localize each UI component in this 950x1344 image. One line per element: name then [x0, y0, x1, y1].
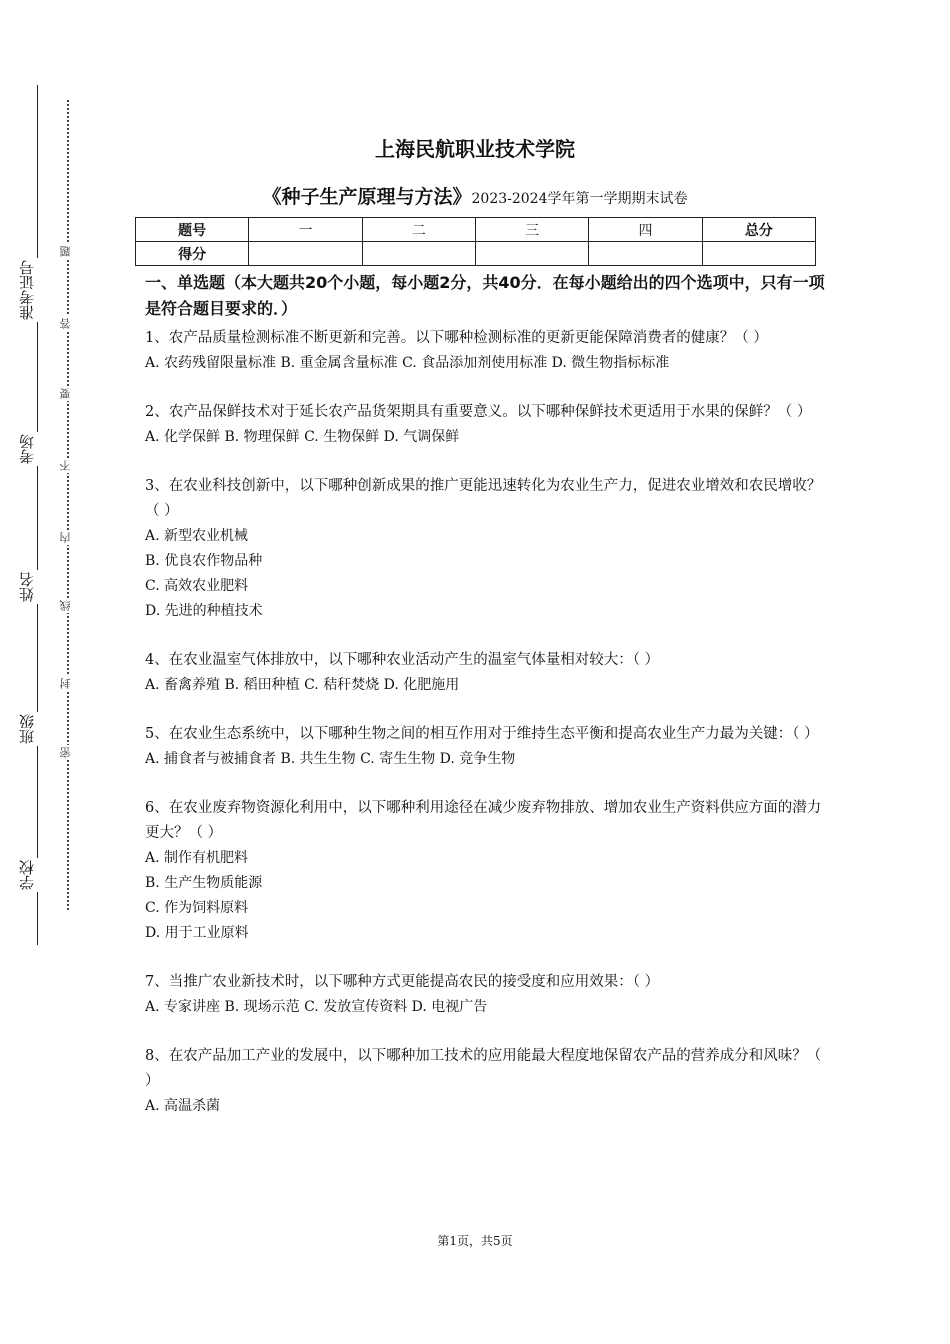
- field-class-label: 班级: [18, 712, 48, 746]
- exam-content: [145, 270, 825, 1143]
- score-header-cell: 四: [589, 218, 702, 242]
- question-stem: 4、在农业温室气体排放中，以下哪种农业活动产生的温室气体量相对较大：（ ）: [145, 652, 660, 668]
- field-name-label: 姓名: [18, 570, 48, 604]
- score-cell: [362, 242, 475, 266]
- field-exam-room-label: 考场: [18, 432, 48, 466]
- question-stem: 2、农产品保鲜技术对于延长农产品货架期具有重要意义。以下哪种保鲜技术更适用于水果的保鲜？（ ）: [145, 404, 812, 420]
- question-6: [145, 796, 825, 946]
- score-cell: [249, 242, 362, 266]
- question-option: A. 制作有机肥料: [145, 850, 249, 866]
- score-cell: [589, 242, 702, 266]
- question-option: A. 新型农业机械: [145, 528, 249, 544]
- question-stem: 3、在农业科技创新中，以下哪种创新成果的推广更能迅速转化为农业生产力，促进农业增效和农民增收？（ ）: [145, 478, 822, 519]
- seal-word: 封: [58, 676, 76, 691]
- exam-title: [0, 182, 950, 209]
- question-option: B. 生产生物质能源: [145, 875, 263, 891]
- seal-word: 内: [58, 530, 76, 545]
- seal-word: 密: [58, 745, 76, 760]
- seal-word: 题: [58, 244, 76, 259]
- question-stem: 1、农产品质量检测标准不断更新和完善。以下哪种检测标准的更新更能保障消费者的健康？（ ）: [145, 330, 768, 346]
- score-table-header-row: [136, 218, 816, 242]
- section-heading: 一、单选题（本大题共20个小题，每小题2分，共40分．在每小题给出的四个选项中，只有一项是符合题目要求的．）: [145, 273, 825, 318]
- score-header-cell: 题号: [136, 218, 249, 242]
- binding-line: [37, 85, 38, 945]
- field-school-label: 学校: [18, 858, 48, 892]
- question-stem: 5、在农业生态系统中，以下哪种生物之间的相互作用对于维持生态平衡和提高农业生产力最为关键：（ ）: [145, 726, 819, 742]
- score-header-cell: 一: [249, 218, 362, 242]
- score-table-score-row: [136, 242, 816, 266]
- question-option: C. 高效农业肥料: [145, 578, 249, 594]
- question-option: D. 用于工业原料: [145, 925, 249, 941]
- question-option: C. 作为饲料原料: [145, 900, 249, 916]
- question-option: D. 先进的种植技术: [145, 603, 263, 619]
- question-stem: 7、当推广农业新技术时，以下哪种方式更能提高农民的接受度和应用效果：（ ）: [145, 974, 660, 990]
- seal-dotted-line: [67, 100, 69, 910]
- score-header-cell: 二: [362, 218, 475, 242]
- question-stem: 8、在农产品加工产业的发展中，以下哪种加工技术的应用能最大程度地保留农产品的营养成分和风味？（ ）: [145, 1048, 822, 1089]
- seal-word: 线: [58, 598, 76, 613]
- score-row-label: 得分: [136, 242, 249, 266]
- score-header-cell: 总分: [702, 218, 815, 242]
- question-8: [145, 1044, 825, 1119]
- question-7: [145, 970, 825, 1020]
- question-option: A. 高温杀菌: [145, 1098, 221, 1114]
- course-name: 《种子生产原理与方法》: [262, 186, 472, 208]
- question-options: A. 捕食者与被捕食者 B. 共生生物 C. 寄生生物 D. 竞争生物: [145, 751, 516, 767]
- field-admission-number-label: 准考证号: [18, 258, 48, 322]
- score-table: [135, 217, 816, 266]
- question-1: [145, 326, 825, 376]
- score-cell: [475, 242, 588, 266]
- seal-word: 要: [58, 386, 76, 401]
- score-cell: [702, 242, 815, 266]
- question-2: [145, 400, 825, 450]
- seal-word: 不: [58, 458, 76, 473]
- question-stem: 6、在农业废弃物资源化利用中，以下哪种利用途径在减少废弃物排放、增加农业生产资料供应方面的潜力更大？（ ）: [145, 800, 822, 841]
- question-4: [145, 648, 825, 698]
- school-title: 上海民航职业技术学院: [375, 137, 575, 161]
- question-options: A. 专家讲座 B. 现场示范 C. 发放宣传资料 D. 电视广告: [145, 999, 488, 1015]
- page-number: 第1页，共5页: [437, 1234, 513, 1248]
- question-options: A. 农药残留限量标准 B. 重金属含量标准 C. 食品添加剂使用标准 D. 微生物指标标准: [145, 355, 670, 371]
- question-3: [145, 474, 825, 624]
- question-5: [145, 722, 825, 772]
- exam-term: 2023-2024学年第一学期期末试卷: [471, 191, 688, 207]
- seal-word: 答: [58, 316, 76, 331]
- question-option: B. 优良农作物品种: [145, 553, 263, 569]
- question-options: A. 畜禽养殖 B. 稻田种植 C. 秸秆焚烧 D. 化肥施用: [145, 677, 460, 693]
- question-options: A. 化学保鲜 B. 物理保鲜 C. 生物保鲜 D. 气调保鲜: [145, 429, 460, 445]
- score-header-cell: 三: [475, 218, 588, 242]
